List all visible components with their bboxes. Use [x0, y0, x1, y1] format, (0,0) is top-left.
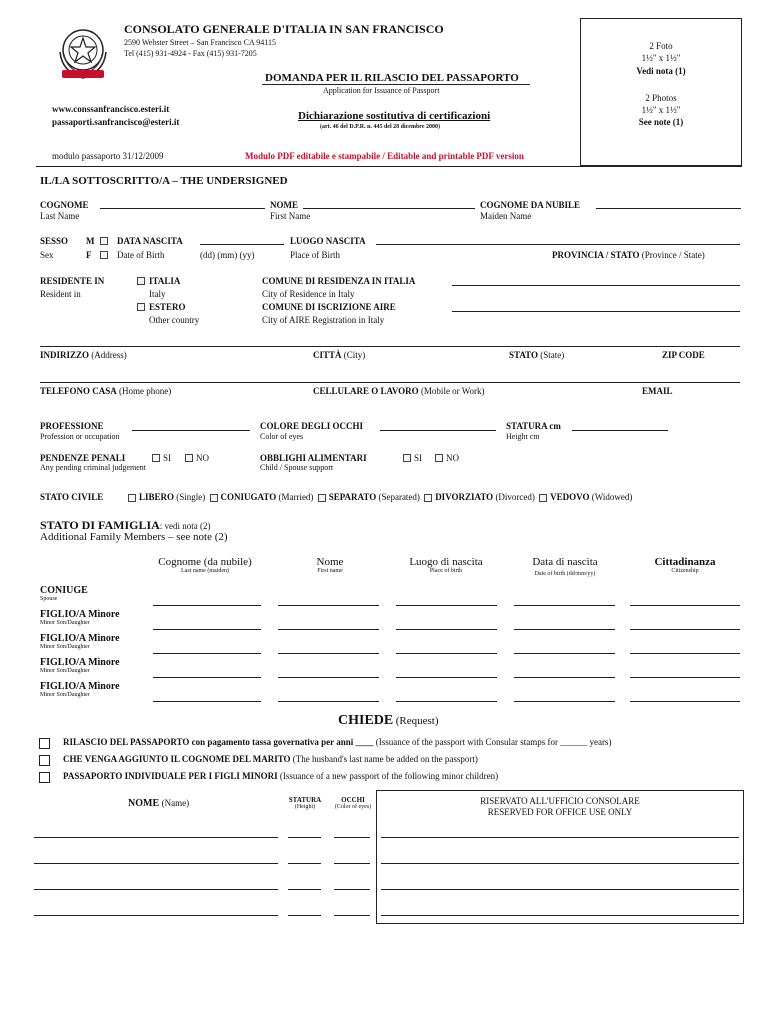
consulate-address: 2590 Webster Street – San Francisco CA 94115 [124, 38, 277, 47]
profession-label: Profession or occupation [40, 432, 120, 441]
date-of-birth-input[interactable] [200, 244, 284, 245]
professione-label: PROFESSIONE [40, 421, 104, 431]
request-minors-rest: (Issuance of a new passport of the following minor children) [277, 771, 499, 781]
minor3-luogo-input[interactable] [396, 677, 497, 678]
minor4-nome-input[interactable] [278, 701, 379, 702]
photo-line-3: Vedi nota (1) [636, 66, 686, 76]
row-label-en: Spouse [40, 596, 58, 602]
request-husband-label [63, 754, 478, 764]
office-line-2 [381, 863, 739, 864]
minor-child-2-eyes-input[interactable] [334, 863, 370, 864]
minors-height-header [282, 796, 328, 810]
row-label-en: Minor Son/Daughter [40, 644, 90, 650]
office-use-en: RESERVED FOR OFFICE USE ONLY [487, 807, 633, 817]
minors-eyes-header [330, 796, 376, 810]
email-label: EMAIL [642, 386, 673, 396]
provincia-label-it: PROVINCIA / STATO [552, 250, 640, 260]
child-support-label: Child / Spouse support [260, 463, 334, 472]
spouse-data-input[interactable] [514, 605, 615, 606]
request-husband-bold: CHE VENGA AGGIUNTO IL COGNOME DEL MARITO [63, 754, 291, 764]
city-aire-label: City of AIRE Registration in Italy [262, 315, 385, 325]
widowed-label: (Widowed) [591, 492, 633, 502]
row-label-it: FIGLIO/A Minore [40, 681, 120, 692]
resident-in-label: Resident in [40, 289, 81, 299]
pendenze-no-label: NO [196, 453, 209, 463]
comune-aire-input[interactable] [452, 311, 740, 312]
minor1-data-input[interactable] [514, 629, 615, 630]
minors-eyes-en: (Color of eyes) [334, 804, 372, 810]
divorziato-label: DIVORZIATO [435, 492, 494, 502]
cognome-nubile-label: COGNOME DA NUBILE [480, 200, 581, 210]
italia-checkbox[interactable] [137, 277, 145, 285]
office-line-3 [381, 889, 739, 890]
photo-line-1: 2 Foto [649, 41, 673, 51]
telefono-label-en: (Home phone) [119, 386, 172, 396]
sex-m-checkbox[interactable] [100, 237, 108, 245]
minor-child-4-name-input[interactable] [34, 915, 278, 916]
minor-child-3-height-input[interactable] [288, 889, 321, 890]
pendenze-si-label: SI [163, 453, 172, 463]
statura-input[interactable] [572, 430, 668, 431]
photo-line-6: See note (1) [638, 117, 684, 127]
statura-label: STATURA cm [506, 421, 561, 431]
separato-checkbox[interactable] [318, 494, 326, 502]
family-row-minor-3 [40, 657, 120, 674]
minor-child-4-eyes-input[interactable] [334, 915, 370, 916]
minor-child-1-eyes-input[interactable] [334, 837, 370, 838]
minors-height-it: STATURA [288, 796, 322, 804]
obblighi-label: OBBLIGHI ALIMENTARI [260, 453, 367, 463]
office-use-it: RISERVATO ALL'UFFICIO CONSOLARE [480, 796, 640, 806]
email-link[interactable]: passaporti.sanfrancisco@esteri.it [52, 117, 180, 127]
vedovo-label: VEDOVO [550, 492, 590, 502]
colore-occhi-label: COLORE DEGLI OCCHI [260, 421, 364, 431]
col-nome [280, 556, 380, 574]
spouse-citizenship-input[interactable] [630, 605, 740, 606]
citta-label-it: CITTÀ [313, 350, 342, 360]
col-luogo-en: Place of birth [429, 568, 463, 574]
request-passport-rest: (Issuance of the passport with Consular stamps for ______ years) [373, 737, 612, 747]
maiden-name-label: Maiden Name [480, 211, 532, 221]
date-format: (dd) (mm) (yy) [200, 250, 255, 260]
minor2-nome-input[interactable] [278, 653, 379, 654]
obblighi-no-checkbox[interactable] [435, 454, 443, 462]
stato-label [509, 350, 564, 360]
minor3-cognome-input[interactable] [153, 677, 261, 678]
citta-label-en: (City) [343, 350, 366, 360]
libero-checkbox[interactable] [128, 494, 136, 502]
italia-label: ITALIA [149, 276, 181, 286]
request-husband-checkbox[interactable] [39, 755, 50, 766]
pendenze-label: PENDENZE PENALI [40, 453, 126, 463]
request-minors-label [63, 771, 498, 781]
request-passport-checkbox[interactable] [39, 738, 50, 749]
col-cittadinanza [630, 556, 740, 574]
declaration-title: Dichiarazione sostitutiva di certificazioni [298, 110, 491, 122]
declaration-ref: (art. 46 del D.P.R. n. 445 del 28 dicembre 2000) [320, 124, 440, 130]
minor3-nome-input[interactable] [278, 677, 379, 678]
photo-line-4: 2 Photos [645, 93, 677, 103]
request-heading [338, 713, 439, 729]
comune-aire-label: COMUNE DI ISCRIZIONE AIRE [262, 302, 396, 312]
minor-child-4-height-input[interactable] [288, 915, 321, 916]
obblighi-no-label: NO [446, 453, 459, 463]
coniugato-label: CONIUGATO [220, 492, 277, 502]
sex-label: Sex [40, 250, 54, 260]
sesso-label: SESSO [40, 236, 69, 246]
row-label-it: FIGLIO/A Minore [40, 609, 120, 620]
emblem-logo [52, 22, 114, 84]
office-use-box [376, 790, 744, 924]
minor-child-2-name-input[interactable] [34, 863, 278, 864]
row-label-en: Minor Son/Daughter [40, 668, 90, 674]
indirizzo-label [40, 350, 127, 360]
minor2-data-input[interactable] [514, 653, 615, 654]
stato-civile-label: STATO CIVILE [40, 492, 104, 502]
request-minors-checkbox[interactable] [39, 772, 50, 783]
single-label: (Single) [176, 492, 206, 502]
minors-name-header [128, 798, 189, 809]
header-divider [36, 166, 742, 167]
website-link[interactable]: www.conssanfrancisco.esteri.it [52, 104, 170, 114]
other-country-label: Other country [149, 315, 200, 325]
family-title: STATO DI FAMIGLIA [40, 518, 160, 532]
minor-child-1-name-input[interactable] [34, 837, 278, 838]
photo-box [580, 18, 742, 166]
col-data [510, 556, 620, 577]
estero-label: ESTERO [149, 302, 186, 312]
photo-line-5: 1½" x 1½" [641, 105, 681, 115]
minor2-luogo-input[interactable] [396, 653, 497, 654]
indirizzo-label-en: (Address) [91, 350, 127, 360]
height-label: Height cm [506, 432, 540, 441]
form-title: DOMANDA PER IL RILASCIO DEL PASSAPORTO [265, 72, 519, 84]
col-luogo [396, 556, 496, 574]
minor4-cognome-input[interactable] [153, 701, 261, 702]
col-cittadinanza-en: Citizenship [671, 568, 699, 574]
professione-input[interactable] [132, 430, 250, 431]
spouse-nome-input[interactable] [278, 605, 379, 606]
comune-res-input[interactable] [452, 285, 740, 286]
minor1-citizenship-input[interactable] [630, 629, 740, 630]
minors-height-en: (Height) [294, 804, 316, 810]
minors-name-en: (Name) [161, 798, 190, 808]
residente-label: RESIDENTE IN [40, 276, 105, 286]
minor4-luogo-input[interactable] [396, 701, 497, 702]
family-row-minor-2 [40, 633, 120, 650]
request-minors-bold: PASSAPORTO INDIVIDUALE PER I FIGLI MINORI [63, 771, 278, 781]
row-label-en: Minor Son/Daughter [40, 692, 90, 698]
minor1-cognome-input[interactable] [153, 629, 261, 630]
married-label: (Married) [278, 492, 314, 502]
address-input[interactable] [40, 346, 740, 347]
col-luogo-it: Luogo di nascita [409, 556, 483, 568]
divorziato-checkbox[interactable] [424, 494, 432, 502]
col-cognome-en: Last name (maiden) [181, 568, 229, 574]
office-line-1 [381, 837, 739, 838]
col-cittadinanza-it: Cittadinanza [654, 556, 716, 568]
minor3-data-input[interactable] [514, 677, 615, 678]
phone-input[interactable] [40, 382, 740, 383]
form-subtitle: Application for Issuance of Passport [323, 86, 440, 95]
provincia-label-en: (Province / State) [641, 250, 705, 260]
telefono-label-it: TELEFONO CASA [40, 386, 117, 396]
family-row-spouse [40, 585, 88, 602]
marital-status-options [128, 492, 632, 502]
minor-child-1-height-input[interactable] [288, 837, 321, 838]
sex-f-checkbox[interactable] [100, 251, 108, 259]
estero-checkbox[interactable] [137, 303, 145, 311]
vedovo-checkbox[interactable] [539, 494, 547, 502]
minor3-citizenship-input[interactable] [630, 677, 740, 678]
photo-line-2: 1½" x 1½" [641, 53, 681, 63]
minors-eyes-it: OCCHI [341, 796, 365, 804]
telefono-label [40, 386, 171, 396]
col-cognome [140, 556, 270, 574]
libero-label: LIBERO [139, 492, 175, 502]
nome-input[interactable] [303, 208, 475, 209]
colore-occhi-input[interactable] [380, 430, 496, 431]
family-row-minor-4 [40, 681, 120, 698]
request-husband-rest: (The husband's last name be added on the passport) [290, 754, 478, 764]
pdf-note: Modulo PDF editabile e stampabile / Editable and printable PDF version [245, 151, 524, 161]
cognome-input[interactable] [100, 208, 265, 209]
row-label-it: FIGLIO/A Minore [40, 633, 120, 644]
minor4-citizenship-input[interactable] [630, 701, 740, 702]
request-title-en: (Request) [395, 715, 439, 727]
spouse-cognome-input[interactable] [153, 605, 261, 606]
cellulare-label-it: CELLULARE O LAVORO [313, 386, 419, 396]
coniugato-checkbox[interactable] [210, 494, 218, 502]
data-nascita-label: DATA NASCITA [117, 236, 183, 246]
city-res-label: City of Residence in Italy [262, 289, 355, 299]
nome-label: NOME [270, 200, 298, 210]
cellulare-label [313, 386, 485, 396]
last-name-label: Last Name [40, 211, 80, 221]
minor2-cognome-input[interactable] [153, 653, 261, 654]
office-line-4 [381, 915, 739, 916]
row-label-it: CONIUGE [40, 585, 88, 596]
family-subtitle: Additional Family Members – see note (2) [40, 531, 228, 543]
minors-name-it: NOME [128, 798, 160, 809]
row-label-it: FIGLIO/A Minore [40, 657, 120, 668]
cellulare-label-en: (Mobile or Work) [420, 386, 485, 396]
cognome-nubile-input[interactable] [596, 208, 741, 209]
family-note: : vedi nota (2) [159, 521, 211, 531]
request-passport-bold: RILASCIO DEL PASSAPORTO con pagamento tassa governativa per anni ____ [63, 737, 374, 747]
obblighi-si-checkbox[interactable] [403, 454, 411, 462]
stato-label-it: STATO [509, 350, 539, 360]
italy-label: Italy [149, 289, 166, 299]
pendenze-si-checkbox[interactable] [152, 454, 160, 462]
divorced-label: (Divorced) [495, 492, 535, 502]
spouse-luogo-input[interactable] [396, 605, 497, 606]
zip-label: ZIP CODE [662, 350, 705, 360]
minor-child-3-eyes-input[interactable] [334, 889, 370, 890]
place-of-birth-label: Place of Birth [290, 250, 340, 260]
minor1-luogo-input[interactable] [396, 629, 497, 630]
request-passport-label [63, 737, 611, 747]
separated-label: (Separated) [378, 492, 420, 502]
place-of-birth-input[interactable] [376, 244, 740, 245]
citta-label [313, 350, 365, 360]
provincia-label [552, 250, 705, 260]
col-data-it: Data di nascita [532, 556, 598, 568]
luogo-nascita-label: LUOGO NASCITA [290, 236, 366, 246]
pendenze-no-checkbox[interactable] [185, 454, 193, 462]
sex-m-label: M [86, 236, 95, 246]
form-title-rule [262, 84, 530, 85]
col-cognome-it: Cognome (da nubile) [158, 556, 252, 568]
family-row-minor-1 [40, 609, 120, 626]
stato-label-en: (State) [540, 350, 565, 360]
first-name-label: First Name [270, 211, 311, 221]
col-nome-en: First name [317, 568, 343, 574]
minor4-data-input[interactable] [514, 701, 615, 702]
sex-f-label: F [86, 250, 92, 260]
undersigned-heading: IL/LA SOTTOSCRITTO/A – THE UNDERSIGNED [40, 175, 288, 187]
form-version: modulo passaporto 31/12/2009 [52, 151, 164, 161]
cognome-label: COGNOME [40, 200, 89, 210]
request-title: CHIEDE [338, 713, 394, 728]
comune-res-label: COMUNE DI RESIDENZA IN ITALIA [262, 276, 416, 286]
minor-child-2-height-input[interactable] [288, 863, 321, 864]
minor2-citizenship-input[interactable] [630, 653, 740, 654]
minor-child-3-name-input[interactable] [34, 889, 278, 890]
date-of-birth-label: Date of Birth [117, 250, 165, 260]
indirizzo-label-it: INDIRIZZO [40, 350, 90, 360]
pending-label: Any pending criminal judgement [40, 463, 146, 472]
separato-label: SEPARATO [328, 492, 377, 502]
col-nome-it: Nome [316, 556, 344, 568]
eye-color-label: Color of eyes [260, 432, 304, 441]
consulate-name: CONSOLATO GENERALE D'ITALIA IN SAN FRANCISCO [124, 22, 444, 36]
col-data-en: Date of birth (dd/mm/yy) [534, 571, 596, 577]
minor1-nome-input[interactable] [278, 629, 379, 630]
obblighi-si-label: SI [414, 453, 423, 463]
consulate-phone: Tel (415) 931-4924 - Fax (415) 931-7205 [124, 49, 257, 58]
row-label-en: Minor Son/Daughter [40, 620, 90, 626]
